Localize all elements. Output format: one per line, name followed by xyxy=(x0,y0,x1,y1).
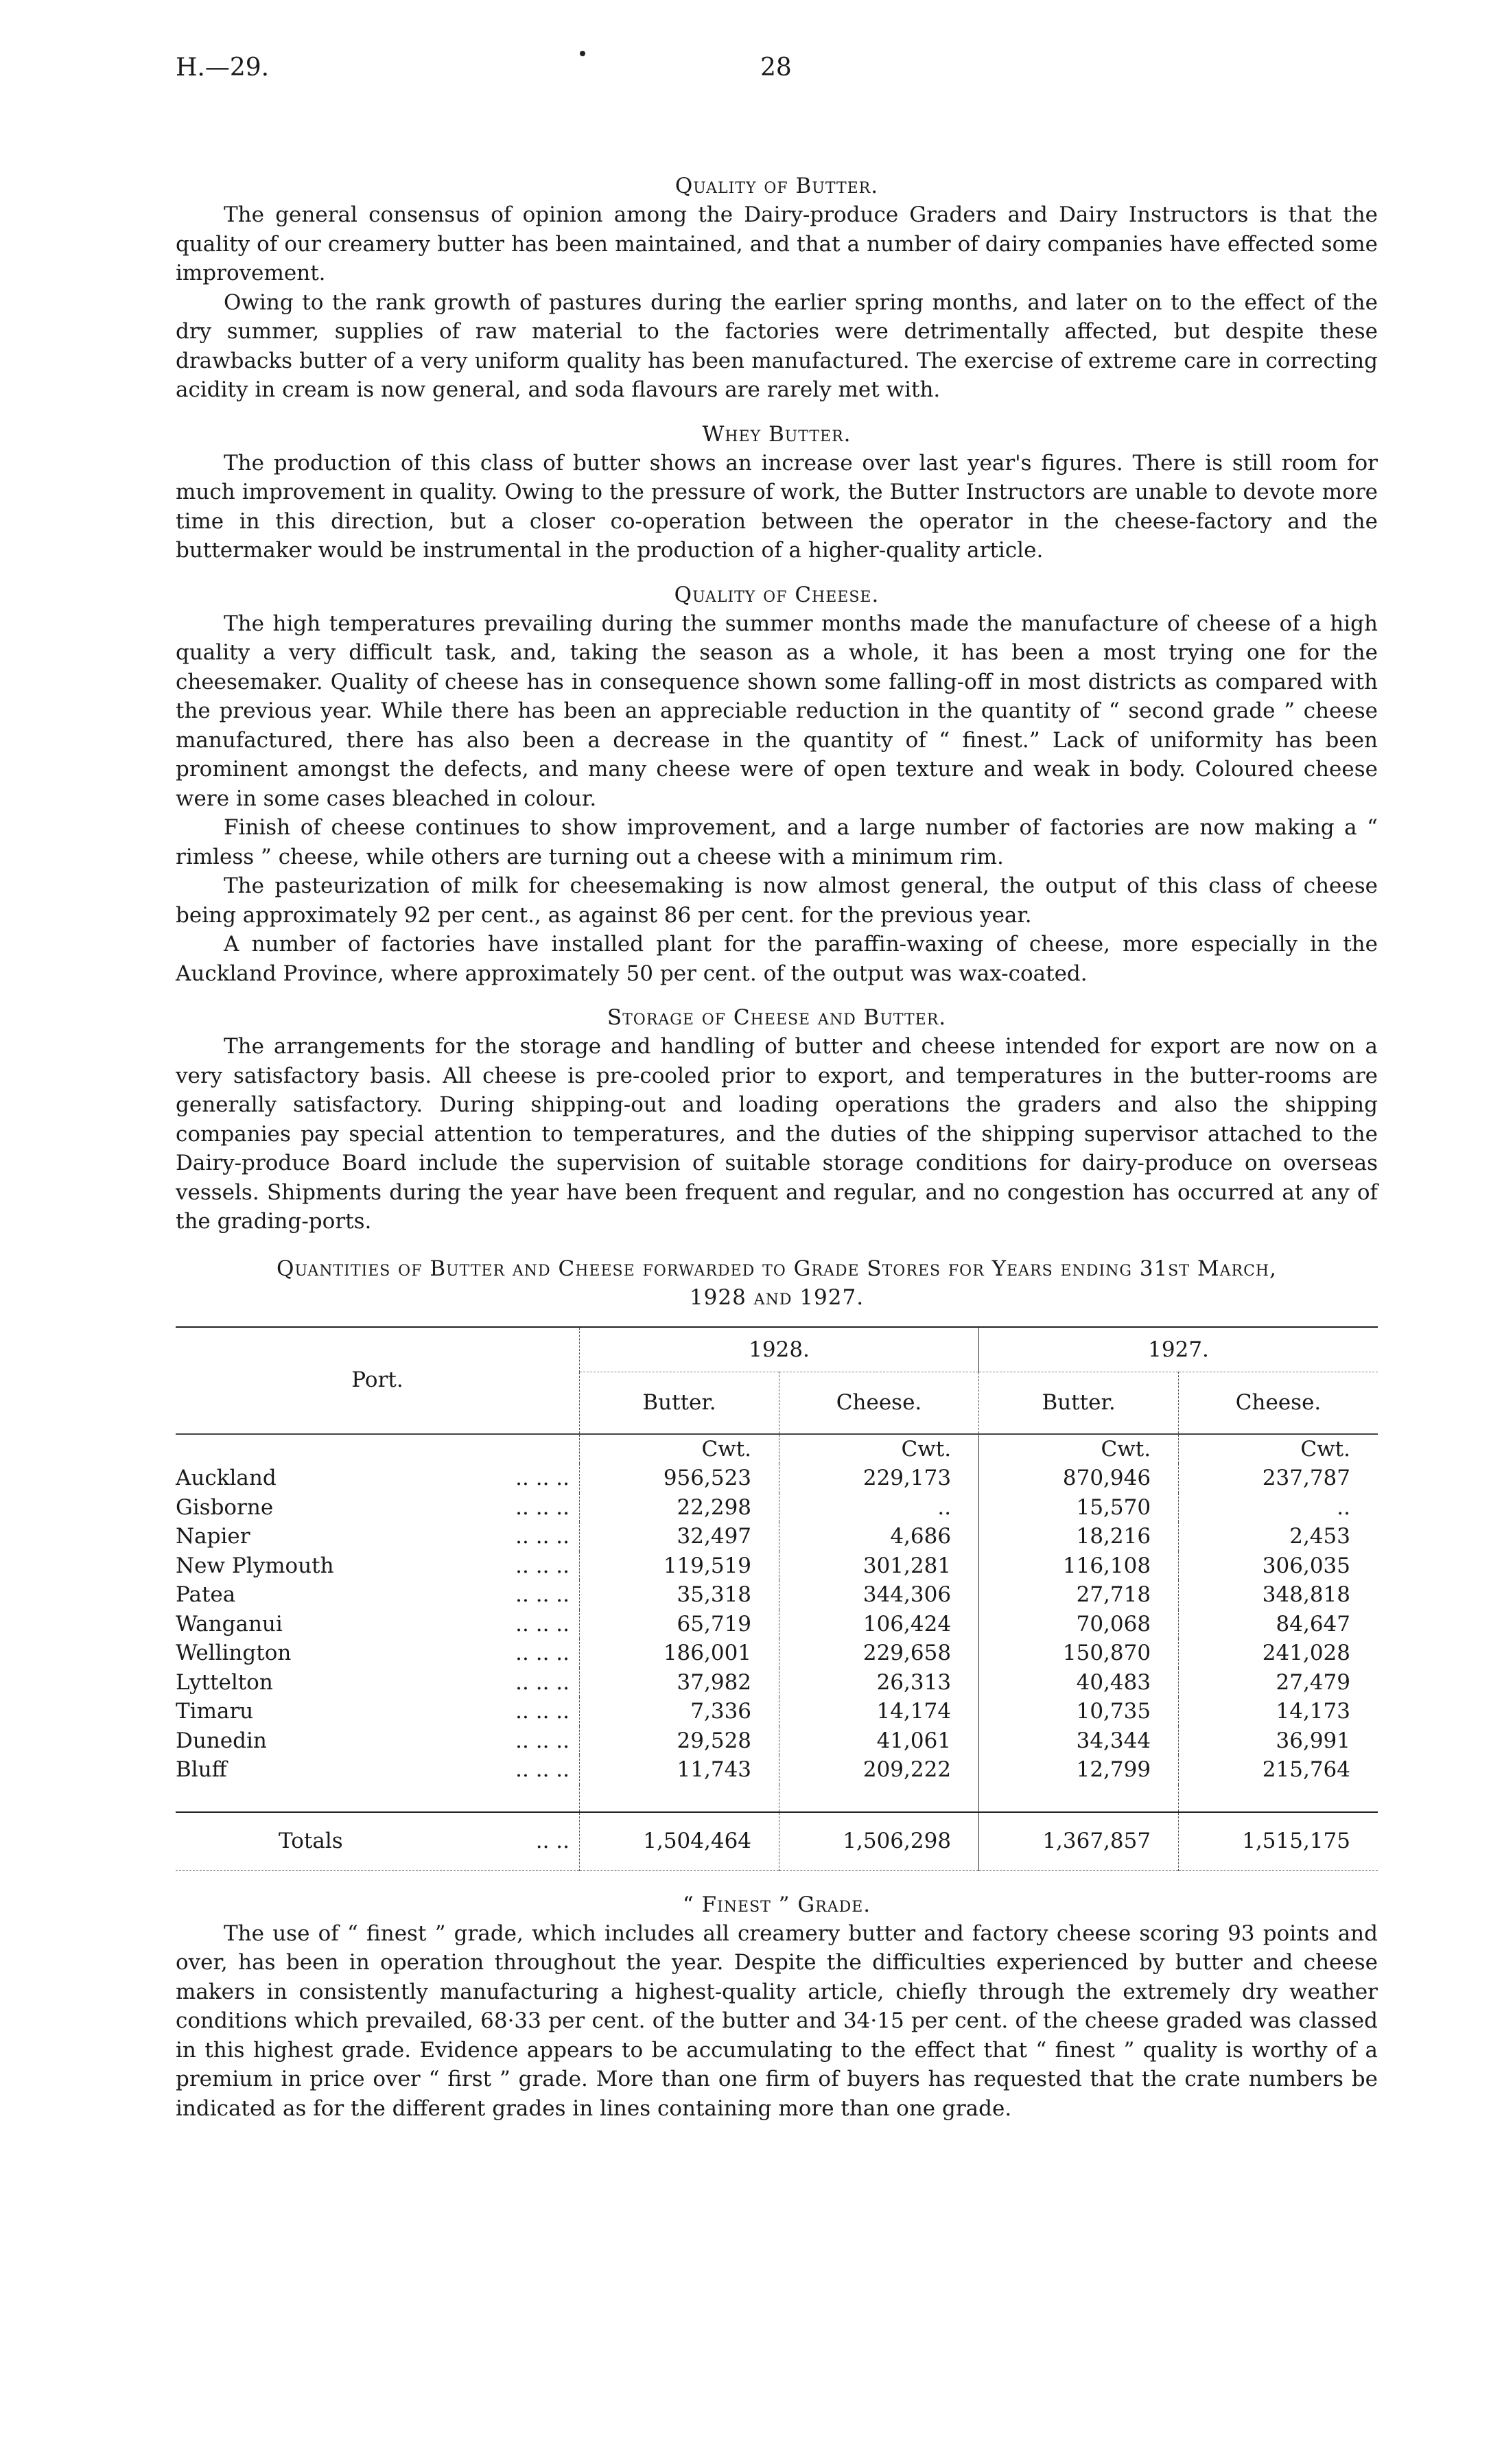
value-cell: 956,523 xyxy=(580,1464,779,1493)
paragraph: Finish of cheese continues to show improvement, and a large number of factories are now making a “ rimless ” cheese, while others are turning out a cheese with a minimum rim. xyxy=(176,815,1378,869)
table-row xyxy=(176,1697,1378,1726)
section-heading: Quality of Cheese. xyxy=(674,582,880,607)
port-cell xyxy=(176,1464,579,1493)
paragraph: The high temperatures prevailing during the summer months made the manufacture of cheese of a high quality a very difficult task, and, taking the season as a whole, it has been a most trying one for the cheesemaker. Quality of cheese has in consequence shown some falling-off in most districts as compared with the previous year. While there has been an appreciable reduction in the quantity of “ second grade ” cheese manufactured, there has also been a decrease in the quantity of “ finest.” Lack of uniformity has been prominent amongst the defects, and many cheese were of open texture and weak in body. Coloured cheese were in some cases bleached in colour. xyxy=(176,611,1378,811)
blank-cell xyxy=(176,1434,580,1464)
table-row xyxy=(176,1668,1378,1698)
port-header: Port. xyxy=(351,1368,403,1393)
year-1927-header: 1927. xyxy=(979,1327,1378,1372)
port-name: Bluff xyxy=(176,1757,227,1782)
value-cell: 35,318 xyxy=(580,1580,779,1610)
value-cell: 116,108 xyxy=(979,1551,1179,1581)
value-cell: 40,483 xyxy=(979,1668,1179,1698)
leader-dots: .. .. .. xyxy=(515,1553,570,1578)
butter-1927-header: Butter. xyxy=(979,1372,1179,1434)
value-cell: 26,313 xyxy=(779,1668,979,1698)
document-reference: H.—29. xyxy=(176,54,270,82)
value-cell: 27,718 xyxy=(979,1580,1179,1610)
section xyxy=(176,172,1378,405)
paragraph: Owing to the rank growth of pastures during the earlier spring months, and later on to the effect of the dry summer, supplies of raw material to the factories were detrimentally affected, but despite these drawbacks butter of a very uniform quality has been manufactured. The exercise of extreme care in correcting acidity in cream is now general, and soda flavours are rarely met with. xyxy=(176,290,1378,402)
value-cell: 15,570 xyxy=(979,1493,1179,1523)
value-cell: 14,174 xyxy=(779,1697,979,1726)
unit-row xyxy=(176,1434,1378,1464)
port-cell xyxy=(176,1639,579,1668)
port-cell xyxy=(176,1551,579,1581)
table-row xyxy=(176,1610,1378,1639)
leader-dots: .. .. .. xyxy=(515,1699,570,1724)
blank-cell xyxy=(176,1785,580,1812)
value-cell: 34,344 xyxy=(979,1726,1179,1756)
value-cell: 106,424 xyxy=(779,1610,979,1639)
paragraph: The pasteurization of milk for cheesemaking is now almost general, the output of this class of cheese being approximately 92 per cent., as against 86 per cent. for the previous year. xyxy=(176,873,1378,928)
value-cell: 65,719 xyxy=(580,1610,779,1639)
spacer-row xyxy=(176,1785,1378,1812)
sections xyxy=(176,172,1378,1236)
value-cell: 306,035 xyxy=(1179,1551,1378,1581)
value-cell: 186,001 xyxy=(580,1639,779,1668)
paragraph: The production of this class of butter shows an increase over last year's figures. There is still room for much improvement in quality. Owing to the pressure of work, the Butter Instructors are unable to devote more time in this direction, but a closer co-operation between the operator in the cheese-factory and the buttermaker would be instrumental in the production of a higher-quality article. xyxy=(176,450,1378,563)
page-body xyxy=(176,0,1378,2123)
blank-cell xyxy=(1179,1785,1378,1812)
value-cell: 18,216 xyxy=(979,1522,1179,1551)
section xyxy=(176,580,1378,989)
value-cell: 344,306 xyxy=(779,1580,979,1610)
blank-cell xyxy=(979,1785,1179,1812)
cheese-1928-header: Cheese. xyxy=(779,1372,979,1434)
blank-cell xyxy=(580,1785,779,1812)
value-cell: 229,658 xyxy=(779,1639,979,1668)
table-row xyxy=(176,1464,1378,1493)
value-cell: 301,281 xyxy=(779,1551,979,1581)
value-cell: 348,818 xyxy=(1179,1580,1378,1610)
value-cell: 11,743 xyxy=(580,1755,779,1785)
value-cell: 2,453 xyxy=(1179,1522,1378,1551)
port-name: New Plymouth xyxy=(176,1553,334,1578)
table-row xyxy=(176,1580,1378,1610)
port-cell xyxy=(176,1580,579,1610)
port-name: Gisborne xyxy=(176,1494,274,1520)
total-value: 1,506,298 xyxy=(779,1812,979,1871)
value-cell: 41,061 xyxy=(779,1726,979,1756)
cheese-1927-header: Cheese. xyxy=(1179,1372,1378,1434)
table-row xyxy=(176,1551,1378,1581)
value-cell: 70,068 xyxy=(979,1610,1179,1639)
total-value: 1,504,464 xyxy=(580,1812,779,1871)
table-row xyxy=(176,1639,1378,1668)
unit-label: Cwt. xyxy=(779,1434,979,1464)
table-caption-line1: Quantities of Butter and Cheese forwarded to Grade Stores for Years ending 31st March, xyxy=(277,1256,1277,1281)
value-cell: 870,946 xyxy=(979,1464,1179,1493)
paragraph: The arrangements for the storage and handling of butter and cheese intended for export are now on a very satisfactory basis. All cheese is pre-cooled prior to export, and temperatures in the butter-rooms are generally satisfactory. During shipping-out and loading operations the graders and also the shipping companies pay special attention to temperatures, and the duties of the shipping supervisor attached to the Dairy-produce Board include the supervision of suitable storage conditions for dairy-produce on overseas vessels. Shipments during the year have been frequent and regular, and no congestion has occurred at any of the grading-ports. xyxy=(176,1034,1378,1234)
leader-dots: .. .. .. xyxy=(515,1494,570,1520)
section-heading: Storage of Cheese and Butter. xyxy=(607,1005,947,1030)
finest-grade-paragraph: The use of “ finest ” grade, which includes all creamery butter and factory cheese scoring 93 points and over, has been in operation throughout the year. Despite the difficulties experienced by butter and cheese makers in consistently manufacturing a highest-quality article, chiefly through the extremely dry weather conditions which prevailed, 68·33 per cent. of the butter and 34·15 per cent. of the cheese graded was classed in this highest grade. Evidence appears to be accumulating to the effect that “ finest ” quality is worthy of a premium in price over “ first ” grade. More than one firm of buyers has requested that the crate numbers be indicated as for the different grades in lines containing more than one grade. xyxy=(176,1921,1378,2121)
port-cell xyxy=(176,1668,579,1698)
port-name: Patea xyxy=(176,1582,236,1607)
page-number: 28 xyxy=(760,54,792,82)
table-caption xyxy=(176,1254,1378,1313)
port-name: Wellington xyxy=(176,1641,292,1665)
leader-dots: .. .. .. xyxy=(515,1582,570,1607)
value-cell: 36,991 xyxy=(1179,1726,1378,1756)
value-cell: 150,870 xyxy=(979,1639,1179,1668)
port-cell xyxy=(176,1697,579,1726)
year-1928-header: 1928. xyxy=(580,1327,979,1372)
leader-dots: .. .. .. xyxy=(515,1611,570,1636)
port-cell xyxy=(176,1755,579,1785)
leader-dots: .. .. .. xyxy=(515,1757,570,1782)
port-name: Napier xyxy=(176,1524,250,1549)
finest-grade-heading: “ Finest ” Grade. xyxy=(682,1892,871,1917)
section-heading: Whey Butter. xyxy=(702,421,852,447)
paragraph: A number of factories have installed plant for the paraffin-waxing of cheese, more especially in the Auckland Province, where approximately 50 per cent. of the output was wax-coated. xyxy=(176,932,1378,986)
value-cell: 22,298 xyxy=(580,1493,779,1523)
table-row xyxy=(176,1726,1378,1756)
unit-label: Cwt. xyxy=(1179,1434,1378,1464)
blank-cell xyxy=(779,1785,979,1812)
value-cell: 237,787 xyxy=(1179,1464,1378,1493)
value-cell: 29,528 xyxy=(580,1726,779,1756)
paragraph: The general consensus of opinion among the Dairy-produce Graders and Dairy Instructors is that the quality of our creamery butter has been maintained, and that a number of dairy companies have effected some improvement. xyxy=(176,202,1378,285)
totals-label: Totals xyxy=(279,1829,343,1854)
totals-label-cell xyxy=(176,1813,579,1870)
value-cell: 4,686 xyxy=(779,1522,979,1551)
table-caption-line2: 1928 and 1927. xyxy=(689,1285,865,1310)
value-cell: 209,222 xyxy=(779,1755,979,1785)
total-value: 1,515,175 xyxy=(1179,1812,1378,1871)
leader-dots: .. .. xyxy=(535,1829,570,1854)
value-cell: 32,497 xyxy=(580,1522,779,1551)
value-cell: 37,982 xyxy=(580,1668,779,1698)
leader-dots: .. .. .. xyxy=(515,1669,570,1695)
section xyxy=(176,420,1378,565)
port-name: Wanganui xyxy=(176,1611,283,1636)
unit-label: Cwt. xyxy=(979,1434,1179,1464)
port-name: Auckland xyxy=(176,1466,277,1490)
value-cell: 215,764 xyxy=(1179,1755,1378,1785)
port-name: Timaru xyxy=(176,1699,254,1724)
table-row xyxy=(176,1493,1378,1523)
total-value: 1,367,857 xyxy=(979,1812,1179,1871)
value-cell: 10,735 xyxy=(979,1697,1179,1726)
value-cell: 229,173 xyxy=(779,1464,979,1493)
port-cell xyxy=(176,1493,579,1523)
leader-dots: .. .. .. xyxy=(515,1641,570,1665)
table-row xyxy=(176,1522,1378,1551)
section-heading: Quality of Butter. xyxy=(674,174,879,198)
port-cell xyxy=(176,1726,579,1756)
value-cell: 84,647 xyxy=(1179,1610,1378,1639)
value-cell: 119,519 xyxy=(580,1551,779,1581)
table-row xyxy=(176,1755,1378,1785)
unit-label: Cwt. xyxy=(580,1434,779,1464)
butter-1928-header: Butter. xyxy=(580,1372,779,1434)
port-cell xyxy=(176,1610,579,1639)
leader-dots: .. .. .. xyxy=(515,1728,570,1753)
leader-dots: .. .. .. xyxy=(515,1524,570,1549)
totals-row xyxy=(176,1812,1378,1871)
value-cell: 12,799 xyxy=(979,1755,1179,1785)
value-cell: 241,028 xyxy=(1179,1639,1378,1668)
port-cell xyxy=(176,1522,579,1551)
value-cell: 14,173 xyxy=(1179,1697,1378,1726)
value-cell: .. xyxy=(1179,1493,1378,1523)
section xyxy=(176,1003,1378,1236)
leader-dots: .. .. .. xyxy=(515,1466,570,1490)
grade-stores-table xyxy=(176,1326,1378,1871)
value-cell: .. xyxy=(779,1493,979,1523)
value-cell: 7,336 xyxy=(580,1697,779,1726)
port-name: Dunedin xyxy=(176,1728,267,1753)
port-name: Lyttelton xyxy=(176,1669,273,1695)
value-cell: 27,479 xyxy=(1179,1668,1378,1698)
